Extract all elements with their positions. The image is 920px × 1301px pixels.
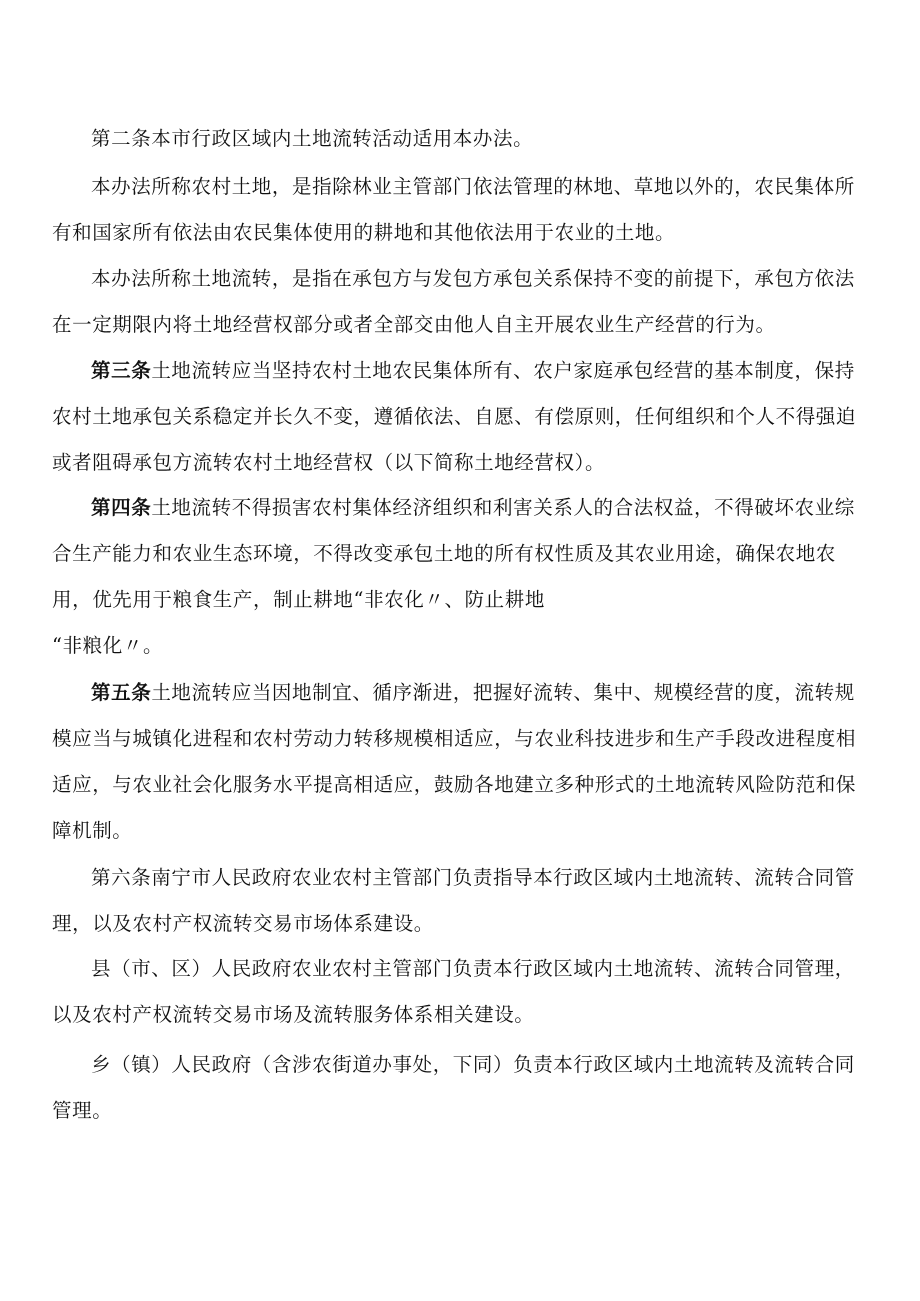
paragraph-text: “非粮化〃。 <box>52 634 164 657</box>
paragraph-text: 合生产能力和农业生态环境，不得改变承包土地的所有权性质及其农业用途，确保农地农 <box>52 542 836 565</box>
text-line <box>52 946 868 992</box>
paragraph-article-4 <box>52 485 868 669</box>
paragraph-text: 土地流转应当因地制宜、循序渐进，把握好流转、集中、规模经营的度，流转规 <box>151 681 855 704</box>
paragraph-text: 理，以及农村产权流转交易市场体系建设。 <box>52 912 434 935</box>
paragraph-county-responsibility <box>52 946 868 1038</box>
paragraph-text: 用，优先用于粮食生产，制止耕地“非农化〃、防止耕地 <box>52 588 545 611</box>
text-line <box>52 901 868 947</box>
paragraph-article-5 <box>52 670 868 854</box>
text-line <box>52 210 868 256</box>
paragraph-township-responsibility <box>52 1042 868 1134</box>
text-line <box>52 116 868 162</box>
paragraph-text: 在一定期限内将土地经营权部分或者全部交由他人自主开展农业生产经营的行为。 <box>52 313 776 336</box>
text-line <box>52 531 868 577</box>
text-line <box>52 348 868 394</box>
paragraph-text: 第六条南宁市人民政府农业农村主管部门负责指导本行政区域内土地流转、流转合同管 <box>91 866 855 889</box>
text-line <box>52 1088 868 1134</box>
paragraph-text: 以及农村产权流转交易市场及流转服务体系相关建设。 <box>52 1003 535 1026</box>
text-line <box>52 577 868 623</box>
text-line <box>52 716 868 762</box>
text-line <box>52 808 868 854</box>
paragraph-text: 本办法所称土地流转，是指在承包方与发包方承包关系保持不变的前提下，承包方依法 <box>91 267 855 290</box>
text-line <box>52 485 868 531</box>
article-heading: 第三条 <box>91 359 152 382</box>
paragraph-text: 模应当与城镇化进程和农村劳动力转移规模相适应，与农业科技进步和生产手段改进程度相 <box>52 727 857 750</box>
paragraph-text: 管理。 <box>52 1099 113 1122</box>
text-line <box>52 394 868 440</box>
paragraph-text: 土地流转应当坚持农村土地农民集体所有、农户家庭承包经营的基本制度，保持 <box>151 359 855 382</box>
paragraph-text: 农村土地承包关系稳定并长久不变，遵循依法、自愿、有偿原则，任何组织和个人不得强迫 <box>52 405 857 428</box>
text-line <box>52 855 868 901</box>
paragraph-text: 乡（镇）人民政府（含涉农街道办事处，下同）负责本行政区域内土地流转及流转合同 <box>91 1053 855 1076</box>
text-line <box>52 670 868 716</box>
text-line <box>52 992 868 1038</box>
text-line <box>52 302 868 348</box>
paragraph-article-3 <box>52 348 868 486</box>
article-heading: 第四条 <box>91 496 152 519</box>
paragraph-article-2 <box>52 116 868 162</box>
article-heading: 第五条 <box>91 681 152 704</box>
text-line <box>52 164 868 210</box>
text-line <box>52 1042 868 1088</box>
text-line <box>52 256 868 302</box>
paragraph-text: 土地流转不得损害农村集体经济组织和利害关系人的合法权益，不得破坏农业综 <box>151 496 855 519</box>
paragraph-text: 有和国家所有依法由农民集体使用的耕地和其他依法用于农业的土地。 <box>52 221 676 244</box>
paragraph-text: 障机制。 <box>52 819 133 842</box>
paragraph-rural-land-definition <box>52 164 868 256</box>
paragraph-article-6 <box>52 855 868 947</box>
paragraph-text: 第二条本市行政区域内土地流转活动适用本办法。 <box>91 127 534 150</box>
paragraph-text: 或者阻碍承包方流转农村土地经营权（以下简称土地经营权）。 <box>52 451 606 474</box>
paragraph-text: 适应，与农业社会化服务水平提高相适应，鼓励各地建立多种形式的土地流转风险防范和保 <box>52 773 857 796</box>
paragraph-text: 县（市、区）人民政府农业农村主管部门负责本行政区域内土地流转、流转合同管理， <box>91 957 855 980</box>
text-line <box>52 440 868 486</box>
text-line <box>52 762 868 808</box>
paragraph-text: 本办法所称农村土地，是指除林业主管部门依法管理的林地、草地以外的，农民集体所 <box>91 175 855 198</box>
text-line <box>52 623 868 669</box>
paragraph-land-transfer-definition <box>52 256 868 348</box>
